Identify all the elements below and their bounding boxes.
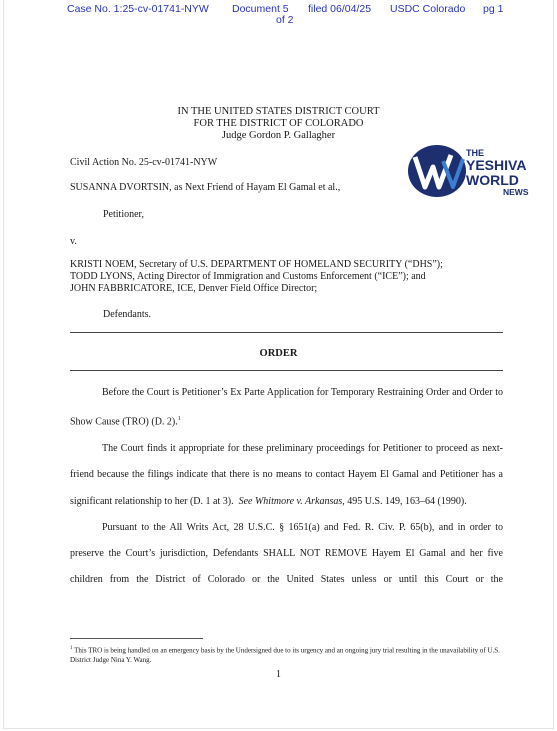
- footnote-mark: 1: [70, 646, 73, 651]
- case-citation-signal: See Whitmore v. Arkansas: [238, 495, 343, 507]
- paragraph-3: [70, 515, 503, 594]
- header-document-pages: of 2: [276, 14, 294, 26]
- rule-top: [70, 332, 503, 333]
- header-document: Document 5: [232, 3, 289, 15]
- header-court: USDC Colorado: [390, 3, 466, 15]
- paragraph-1: [70, 380, 503, 436]
- judge-name: Judge Gordon P. Gallagher: [221, 130, 336, 141]
- defendant-line-2: TODD LYONS, Acting Director of Immigration and Customs Enforcement (“ICE”); and: [70, 271, 426, 282]
- footnote-ref: 1: [177, 416, 181, 423]
- paragraph-1-text: Before the Court is Petitioner’s Ex Parte Application for Temporary Restraining Order and Order to Show Cause (TRO) (D. 2).: [70, 387, 503, 428]
- court-name-line2: FOR THE DISTRICT OF COLORADO: [193, 118, 364, 129]
- defendant-line-1: KRISTI NOEM, Secretary of U.S. DEPARTMENT OF HOMELAND SECURITY (“DHS”);: [70, 259, 443, 270]
- rule-bottom: [70, 370, 503, 371]
- paragraph-2-text: The Court finds it appropriate for these preliminary proceedings for Petitioner to proceed as next-friend because the filings indicate that there is no means to contact Hayem El Gamal and Petitioner has a significant relationship to her (D. 1 at 3).: [70, 442, 503, 507]
- case-citation-rest: , 495 U.S. 149, 163–64 (1990).: [342, 495, 467, 507]
- footnote: [70, 644, 503, 665]
- header-case-no: Case No. 1:25-cv-01741-NYW: [67, 3, 209, 15]
- paragraph-3-text: Pursuant to the All Writs Act, 28 U.S.C. § 1651(a) and Fed. R. Civ. P. 65(b), and in order to preserve the Court’s jurisdiction, Defendants SHALL NOT REMOVE Hayem El Gamal and her five children from the District of Colorado or the United States unless or until this Court or the: [70, 521, 503, 586]
- logo-text-the: THE: [466, 148, 484, 158]
- header-filed: filed 06/04/25: [308, 3, 372, 15]
- court-caption: [0, 106, 557, 142]
- logo-text-world: WORLD: [466, 172, 519, 188]
- logo-text-yeshiva: YESHIVA: [466, 157, 527, 173]
- defendants-label: Defendants.: [103, 309, 152, 320]
- defendant-line-3: JOHN FABBRICATORE, ICE, Denver Field Office Director;: [70, 283, 318, 294]
- civil-action-number: Civil Action No. 25-cv-01741-NYW: [70, 157, 218, 168]
- footnote-text: This TRO is being handled on an emergency basis by the Undersigned due to its urgency and an ongoing jury trial resulting in the unavailability of U.S. District Judge Nina Y. Wang.: [70, 646, 500, 664]
- header-page: pg 1: [483, 3, 504, 15]
- petitioner-party: SUSANNA DVORTSIN, as Next Friend of Hayam El Gamal et al.,: [70, 182, 341, 193]
- court-name-line1: IN THE UNITED STATES DISTRICT COURT: [177, 106, 380, 117]
- paragraph-2: [70, 436, 503, 515]
- logo-text-news: NEWS: [503, 187, 529, 197]
- versus: v.: [70, 236, 77, 247]
- order-body: [70, 380, 503, 594]
- page-number: 1: [276, 669, 281, 680]
- footnote-rule: [70, 638, 203, 639]
- order-title: ORDER: [259, 348, 298, 359]
- petitioner-label: Petitioner,: [103, 209, 144, 220]
